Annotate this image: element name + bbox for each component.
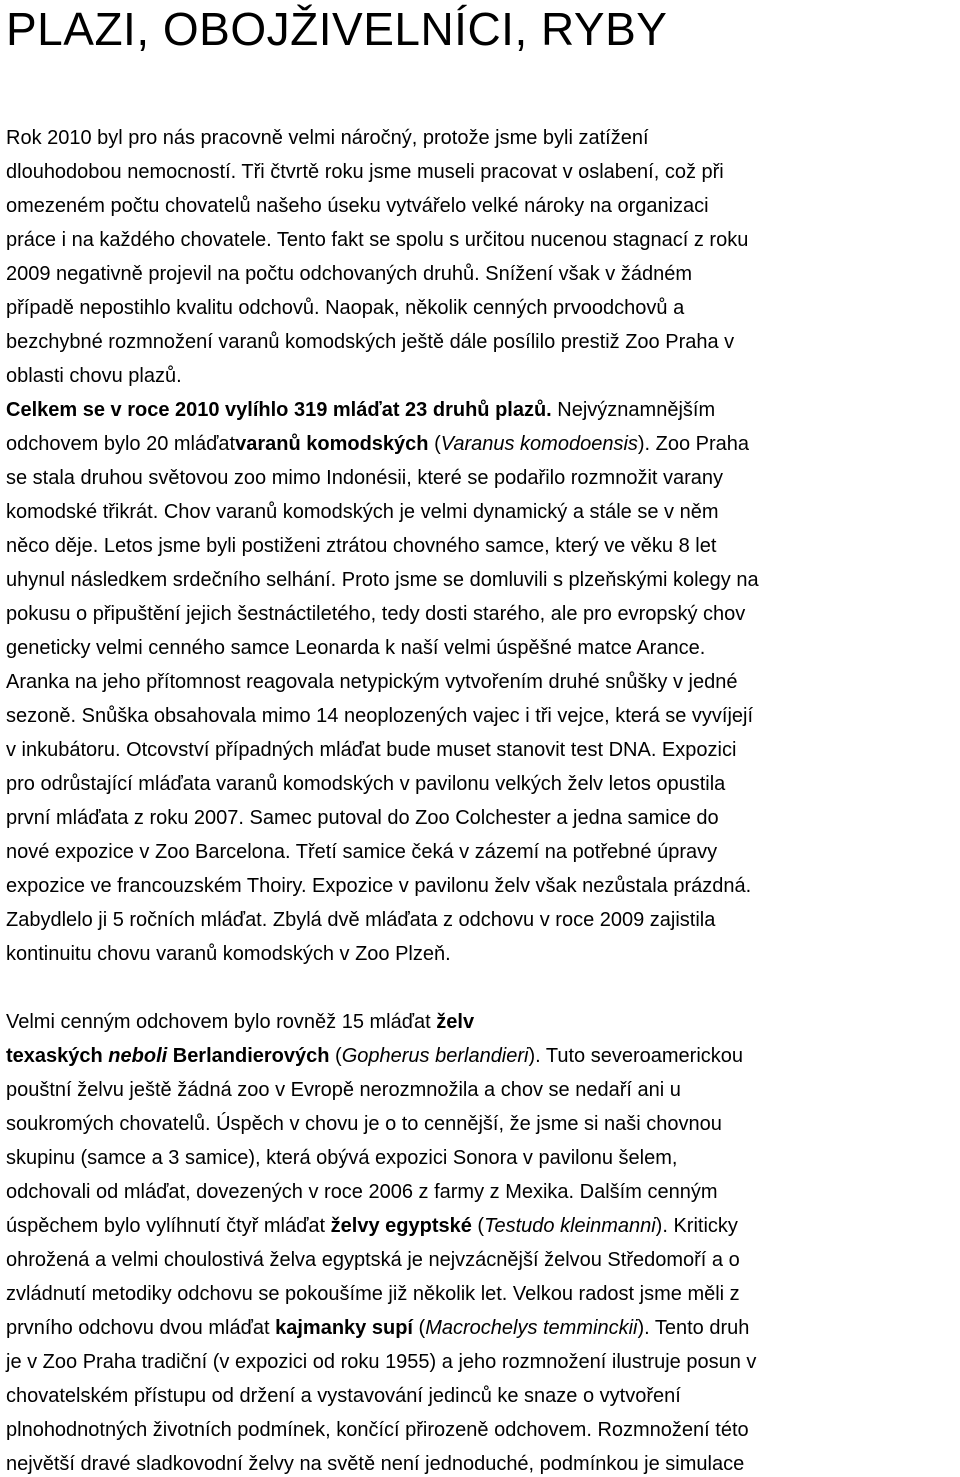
text-segment: sezoně. Snůška obsahovala mimo 14 neoplozených vajec i tři vejce, která se vyvíjejí	[6, 705, 754, 727]
text-line	[6, 1413, 960, 1447]
text-segment: Testudo kleinmanni	[484, 1215, 656, 1237]
text-line	[6, 461, 960, 495]
text-line	[6, 903, 960, 937]
text-segment: Macrochelys temminckii	[425, 1317, 638, 1339]
text-line	[6, 1073, 960, 1107]
text-segment: pokusu o připuštění jejich šestnáctiletého, tedy dosti starého, ale pro evropský chov	[6, 603, 746, 625]
text-segment: (	[329, 1045, 342, 1067]
text-segment: ). Kriticky	[655, 1215, 738, 1237]
text-segment: omezeném počtu chovatelů našeho úseku vytvářelo velké nároky na organizaci	[6, 195, 709, 217]
text-segment: kajmanky supí	[275, 1317, 413, 1339]
text-segment: neboli	[108, 1045, 168, 1067]
text-line	[6, 665, 960, 699]
text-segment: v inkubátoru. Otcovství případných mláďat bude muset stanovit test DNA. Expozici	[6, 739, 737, 761]
text-line	[6, 1141, 960, 1175]
text-segment: první mláďata z roku 2007. Samec putoval do Zoo Colchester a jedna samice do	[6, 807, 719, 829]
text-segment: 2009 negativně projevil na počtu odchovaných druhů. Snížení však v žádném	[6, 263, 692, 285]
text-segment: Berlandierových	[167, 1045, 330, 1067]
text-segment: Gopherus berlandieri	[341, 1045, 529, 1067]
text-line	[6, 767, 960, 801]
text-segment: nové expozice v Zoo Barcelona. Třetí samice čeká v zázemí na potřebné úpravy	[6, 841, 718, 863]
text-segment: zvládnutí metodiky odchovu se pokoušíme již několik let. Velkou radost jsme měli z	[6, 1283, 740, 1305]
text-line	[6, 1209, 960, 1243]
text-segment: kontinuitu chovu varanů komodských v Zoo Plzeň.	[6, 943, 451, 965]
text-segment: ). Zoo Praha	[637, 433, 750, 455]
text-line	[6, 223, 960, 257]
text-segment: Aranka na jeho přítomnost reagovala netypickým vytvořením druhé snůšky v jedné	[6, 671, 738, 693]
paragraph-reptiles-intro	[6, 121, 960, 971]
text-segment: Varanus komodoensis	[440, 433, 638, 455]
text-segment: úspěchem bylo vylíhnutí čtyř mláďat	[6, 1215, 331, 1237]
text-line	[6, 291, 960, 325]
text-segment: odchovali od mláďat, dovezených v roce 2006 z farmy z Mexika. Dalším cenným	[6, 1181, 718, 1203]
text-segment: expozice ve francouzském Thoiry. Expozice v pavilonu želv však nezůstala prázdná.	[6, 875, 752, 897]
text-segment: komodské třikrát. Chov varanů komodských je velmi dynamický a stále se v něm	[6, 501, 719, 523]
text-line	[6, 597, 960, 631]
text-line	[6, 699, 960, 733]
text-segment: ). Tento druh	[637, 1317, 750, 1339]
text-segment: (	[471, 1215, 485, 1237]
text-segment: největší dravé sladkovodní želvy na světě není jednoduché, podmínkou je simulace	[6, 1453, 745, 1475]
text-line	[6, 359, 960, 393]
text-segment: oblasti chovu plazů.	[6, 365, 182, 387]
text-line	[6, 393, 960, 427]
text-segment: práce i na každého chovatele. Tento fakt se spolu s určitou nucenou stagnací z roku	[6, 229, 749, 251]
document-title: PLAZI, OBOJŽIVELNÍCI, RYBY	[6, 3, 668, 55]
text-segment: skupinu (samce a 3 samice), která obývá expozici Sonora v pavilonu šelem,	[6, 1147, 678, 1169]
text-line	[6, 801, 960, 835]
text-segment: Celkem se v roce 2010 vylíhlo 319 mláďat 23 druhů plazů.	[6, 399, 552, 421]
text-line	[6, 631, 960, 665]
text-segment: dlouhodobou nemocností. Tři čtvrtě roku jsme museli pracovat v oslabení, což při	[6, 161, 724, 183]
text-line	[6, 1107, 960, 1141]
text-segment: je v Zoo Praha tradiční (v expozici od roku 1955) a jeho rozmnožení ilustruje posun v	[6, 1351, 757, 1373]
paragraph-turtles	[6, 1005, 960, 1477]
text-line	[6, 1345, 960, 1379]
text-segment: něco děje. Letos jsme byli postiženi ztrátou chovného samce, který ve věku 8 let	[6, 535, 717, 557]
text-line	[6, 495, 960, 529]
text-line	[6, 937, 960, 971]
text-line	[6, 529, 960, 563]
text-line	[6, 563, 960, 597]
text-line	[6, 427, 960, 461]
text-line	[6, 1039, 960, 1073]
text-segment: texaských	[6, 1045, 109, 1067]
text-line	[6, 155, 960, 189]
text-line	[6, 1277, 960, 1311]
text-segment: geneticky velmi cenného samce Leonarda k naší velmi úspěšné matce Arance.	[6, 637, 706, 659]
text-segment: ohrožená a velmi choulostivá želva egyptská je nejvzácnější želvou Středomoří a o	[6, 1249, 740, 1271]
text-segment: pouštní želvu ještě žádná zoo v Evropě nerozmnožila a chov se nedaří ani u	[6, 1079, 681, 1101]
text-segment: Rok 2010 byl pro nás pracovně velmi náročný, protože jsme byli zatížení	[6, 127, 649, 149]
text-segment: bezchybné rozmnožení varanů komodských ještě dále posílilo prestiž Zoo Praha v	[6, 331, 735, 353]
text-segment: (	[412, 1317, 426, 1339]
text-line	[6, 869, 960, 903]
text-segment: případě nepostihlo kvalitu odchovů. Naopak, několik cenných prvoodchovů a	[6, 297, 685, 319]
text-line	[6, 835, 960, 869]
text-segment: plnohodnotných životních podmínek, končící přirozeně odchovem. Rozmnožení této	[6, 1419, 749, 1441]
text-line	[6, 257, 960, 291]
text-line	[6, 1447, 960, 1477]
text-segment: (	[428, 433, 441, 455]
text-segment: želv	[436, 1011, 475, 1033]
text-segment: odchovem bylo 20 mláďat	[6, 433, 236, 455]
text-segment: Velmi cenným odchovem bylo rovněž 15 mláďat	[6, 1011, 437, 1033]
text-segment: varanů komodských	[235, 433, 429, 455]
text-segment: želvy egyptské	[330, 1215, 472, 1237]
text-line	[6, 325, 960, 359]
text-line	[6, 1311, 960, 1345]
text-segment: Zabydlelo ji 5 ročních mláďat. Zbylá dvě mláďata z odchovu v roce 2009 zajistila	[6, 909, 716, 931]
text-segment: prvního odchovu dvou mláďat	[6, 1317, 276, 1339]
text-segment: se stala druhou světovou zoo mimo Indonésii, které se podařilo rozmnožit varany	[6, 467, 724, 489]
text-line	[6, 189, 960, 223]
text-segment: pro odrůstající mláďata varanů komodských v pavilonu velkých želv letos opustila	[6, 773, 726, 795]
text-line	[6, 1005, 960, 1039]
text-segment: chovatelském přístupu od držení a vystavování jedinců ke snaze o vytvoření	[6, 1385, 681, 1407]
text-line	[6, 1175, 960, 1209]
text-segment: soukromých chovatelů. Úspěch v chovu je o to cennější, že jsme si naši chovnou	[6, 1113, 722, 1135]
text-segment: uhynul následkem srdečního selhání. Proto jsme se domluvili s plzeňskými kolegy na	[6, 569, 759, 591]
text-line	[6, 1379, 960, 1413]
text-segment: Nejvýznamnějším	[551, 399, 716, 421]
text-line	[6, 733, 960, 767]
text-line	[6, 121, 960, 155]
text-line	[6, 1243, 960, 1277]
text-segment: ). Tuto severoamerickou	[528, 1045, 744, 1067]
